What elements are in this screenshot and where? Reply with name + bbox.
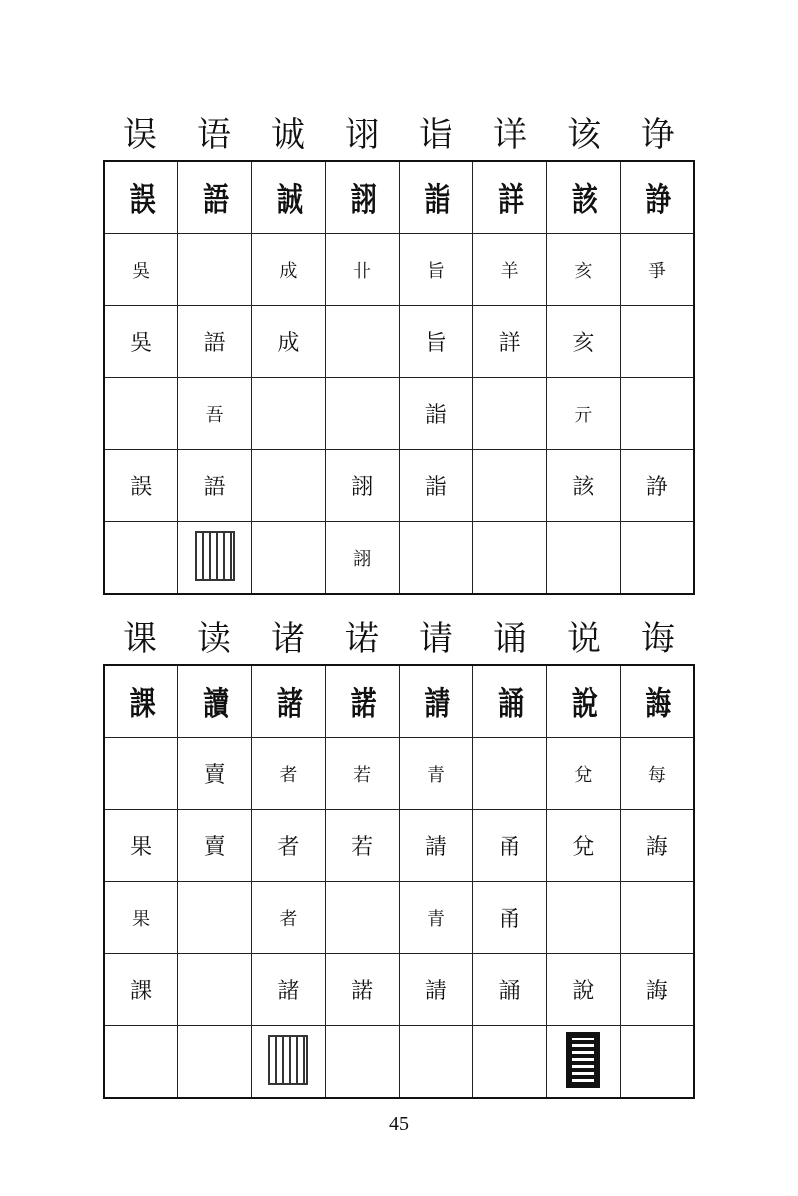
glyph-cell: [252, 234, 326, 306]
glyph-cell: [620, 954, 694, 1026]
glyph-cell: [325, 161, 399, 234]
glyph-cell: [473, 954, 547, 1026]
ancient-glyph: 誤: [129, 181, 153, 220]
glyph-cell: [104, 738, 178, 810]
glyph-cell: [473, 1026, 547, 1099]
glyph-row: [104, 882, 694, 954]
seal-stamp-image: [566, 1032, 600, 1088]
glyph-row: [104, 234, 694, 306]
ancient-glyph: 語: [203, 331, 226, 356]
glyph-cell: [252, 1026, 326, 1099]
ancient-glyph: 亓: [574, 404, 593, 426]
glyph-cell: [252, 810, 326, 882]
ancient-glyph: 者: [277, 835, 300, 860]
glyph-grid-2: [103, 664, 695, 1099]
glyph-row: [104, 306, 694, 378]
glyph-cell: [473, 522, 547, 595]
glyph-cell: [473, 306, 547, 378]
column-header: 诣: [419, 115, 453, 155]
ancient-glyph: 諍: [645, 181, 669, 220]
glyph-cell: [620, 882, 694, 954]
glyph-cell: [620, 378, 694, 450]
glyph-row: [104, 522, 694, 595]
ancient-glyph: 詣: [424, 181, 448, 220]
glyph-cell: [325, 738, 399, 810]
glyph-cell: [473, 378, 547, 450]
ancient-glyph: 詣: [424, 403, 447, 428]
glyph-row: [104, 161, 694, 234]
column-header: 说: [567, 619, 601, 659]
glyph-cell: [547, 954, 621, 1026]
glyph-cell: [473, 665, 547, 738]
ancient-glyph: 諸: [276, 685, 300, 724]
glyph-cell: [399, 882, 473, 954]
seal-glyph-image: [195, 531, 235, 581]
ancient-glyph: 甬: [498, 835, 521, 860]
glyph-cell: [325, 954, 399, 1026]
glyph-cell: [104, 882, 178, 954]
ancient-glyph: 青: [426, 764, 445, 786]
glyph-cell: [104, 450, 178, 522]
ancient-glyph: 誠: [276, 181, 300, 220]
ancient-glyph: 課: [130, 979, 153, 1004]
ancient-glyph: 亥: [572, 331, 595, 356]
ancient-glyph: 說: [571, 685, 595, 724]
glyph-cell: [104, 522, 178, 595]
ancient-glyph: 爭: [647, 260, 666, 282]
glyph-cell: [620, 450, 694, 522]
glyph-cell: [473, 161, 547, 234]
glyph-row: [104, 665, 694, 738]
glyph-cell: [178, 954, 252, 1026]
glyph-cell: [104, 306, 178, 378]
glyph-cell: [399, 810, 473, 882]
glyph-cell: [325, 810, 399, 882]
ancient-glyph: 者: [279, 908, 298, 930]
glyph-cell: [252, 882, 326, 954]
glyph-cell: [104, 378, 178, 450]
glyph-cell: [399, 665, 473, 738]
ancient-glyph: 誤: [130, 475, 153, 500]
glyph-cell: [252, 522, 326, 595]
column-header: 诩: [345, 115, 379, 155]
column-header: 诤: [641, 115, 675, 155]
ancient-glyph: 者: [279, 764, 298, 786]
ancient-glyph: 語: [203, 475, 226, 500]
glyph-row: [104, 738, 694, 810]
glyph-cell: [399, 378, 473, 450]
ancient-glyph: 誨: [645, 835, 668, 860]
glyph-cell: [547, 450, 621, 522]
glyph-cell: [104, 1026, 178, 1099]
glyph-cell: [178, 234, 252, 306]
column-header: 误: [123, 115, 157, 155]
glyph-cell: [178, 665, 252, 738]
glyph-cell: [252, 161, 326, 234]
ancient-glyph: 羊: [500, 260, 519, 282]
column-header: 诸: [271, 619, 305, 659]
glyph-cell: [252, 378, 326, 450]
ancient-glyph: 旨: [426, 260, 445, 282]
ancient-glyph: 吳: [130, 331, 153, 356]
character-table-1: [103, 112, 695, 595]
glyph-cell: [104, 234, 178, 306]
ancient-glyph: 兌: [572, 835, 595, 860]
glyph-cell: [399, 1026, 473, 1099]
column-header: 课: [123, 619, 157, 659]
ancient-glyph: 請: [424, 685, 448, 724]
ancient-glyph: 亥: [574, 260, 593, 282]
glyph-cell: [547, 1026, 621, 1099]
glyph-cell: [399, 522, 473, 595]
glyph-cell: [473, 738, 547, 810]
glyph-row: [104, 378, 694, 450]
ancient-glyph: 若: [353, 764, 372, 786]
glyph-cell: [252, 954, 326, 1026]
glyph-cell: [104, 161, 178, 234]
glyph-cell: [104, 665, 178, 738]
glyph-cell: [178, 522, 252, 595]
ancient-glyph: 詳: [498, 181, 522, 220]
glyph-cell: [104, 954, 178, 1026]
ancient-glyph: 請: [424, 979, 447, 1004]
column-header: 请: [419, 619, 453, 659]
glyph-cell: [547, 378, 621, 450]
glyph-cell: [399, 738, 473, 810]
glyph-cell: [620, 306, 694, 378]
glyph-cell: [620, 522, 694, 595]
glyph-cell: [547, 522, 621, 595]
glyph-cell: [178, 450, 252, 522]
ancient-glyph: 吳: [132, 260, 151, 282]
ancient-glyph: 每: [647, 764, 666, 786]
column-header: 该: [567, 115, 601, 155]
glyph-cell: [399, 161, 473, 234]
column-header: 诚: [271, 115, 305, 155]
glyph-cell: [178, 1026, 252, 1099]
ancient-glyph: 諍: [645, 475, 668, 500]
glyph-cell: [178, 378, 252, 450]
glyph-cell: [178, 882, 252, 954]
glyph-cell: [252, 450, 326, 522]
glyph-cell: [178, 161, 252, 234]
glyph-cell: [178, 738, 252, 810]
glyph-cell: [325, 450, 399, 522]
glyph-cell: [325, 522, 399, 595]
ancient-glyph: 諸: [277, 979, 300, 1004]
ancient-glyph: 詡: [351, 475, 374, 500]
ancient-glyph: 吾: [205, 404, 224, 426]
column-header: 诲: [641, 619, 675, 659]
glyph-cell: [547, 882, 621, 954]
column-header: 详: [493, 115, 527, 155]
ancient-glyph: 該: [572, 475, 595, 500]
glyph-cell: [473, 810, 547, 882]
ancient-glyph: 賣: [203, 835, 226, 860]
glyph-row: [104, 450, 694, 522]
ancient-glyph: 成: [279, 260, 298, 282]
ancient-glyph: 諾: [351, 979, 374, 1004]
glyph-cell: [325, 234, 399, 306]
glyph-cell: [399, 954, 473, 1026]
ancient-glyph: 該: [571, 181, 595, 220]
glyph-cell: [325, 665, 399, 738]
ancient-glyph: 果: [132, 908, 151, 930]
glyph-cell: [399, 234, 473, 306]
glyph-cell: [547, 234, 621, 306]
glyph-cell: [473, 882, 547, 954]
glyph-cell: [325, 1026, 399, 1099]
ancient-glyph: 詡: [350, 181, 374, 220]
ancient-glyph: 甬: [498, 907, 521, 932]
character-table-2: [103, 616, 695, 1099]
header-row-2: [103, 616, 695, 664]
ancient-glyph: 語: [203, 181, 227, 220]
glyph-row: [104, 1026, 694, 1099]
column-header: 诺: [345, 619, 379, 659]
glyph-cell: [620, 738, 694, 810]
column-header: 语: [197, 115, 231, 155]
glyph-cell: [547, 738, 621, 810]
glyph-cell: [473, 234, 547, 306]
ancient-glyph: 說: [572, 979, 595, 1004]
glyph-cell: [547, 665, 621, 738]
ancient-glyph: 旨: [424, 331, 447, 356]
ancient-glyph: 諾: [350, 685, 374, 724]
ancient-glyph: 卝: [353, 260, 372, 282]
ancient-glyph: 誦: [498, 979, 521, 1004]
glyph-cell: [473, 450, 547, 522]
glyph-grid-1: [103, 160, 695, 595]
glyph-cell: [178, 810, 252, 882]
glyph-cell: [620, 234, 694, 306]
ancient-glyph: 讀: [203, 685, 227, 724]
ancient-glyph: 兌: [574, 764, 593, 786]
ancient-glyph: 詡: [353, 548, 372, 570]
glyph-cell: [325, 882, 399, 954]
ancient-glyph: 成: [277, 331, 300, 356]
glyph-cell: [104, 810, 178, 882]
glyph-cell: [399, 306, 473, 378]
glyph-cell: [547, 161, 621, 234]
glyph-cell: [252, 738, 326, 810]
header-row-1: [103, 112, 695, 160]
glyph-cell: [620, 665, 694, 738]
glyph-cell: [620, 810, 694, 882]
ancient-glyph: 請: [424, 835, 447, 860]
glyph-cell: [547, 810, 621, 882]
glyph-cell: [252, 306, 326, 378]
ancient-glyph: 果: [130, 835, 153, 860]
glyph-cell: [252, 665, 326, 738]
glyph-cell: [547, 306, 621, 378]
glyph-cell: [620, 1026, 694, 1099]
glyph-cell: [178, 306, 252, 378]
ancient-glyph: 課: [129, 685, 153, 724]
ancient-glyph: 誦: [498, 685, 522, 724]
ancient-glyph: 詣: [424, 475, 447, 500]
ancient-glyph: 若: [351, 835, 374, 860]
glyph-cell: [325, 306, 399, 378]
seal-glyph-image: [268, 1035, 308, 1085]
ancient-glyph: 誨: [645, 685, 669, 724]
column-header: 读: [197, 619, 231, 659]
ancient-glyph: 賣: [203, 763, 226, 788]
glyph-cell: [325, 378, 399, 450]
page-number: 45: [389, 1113, 409, 1135]
column-header: 诵: [493, 619, 527, 659]
glyph-row: [104, 810, 694, 882]
ancient-glyph: 詳: [498, 331, 521, 356]
ancient-glyph: 誨: [645, 979, 668, 1004]
glyph-cell: [399, 450, 473, 522]
glyph-row: [104, 954, 694, 1026]
glyph-cell: [620, 161, 694, 234]
ancient-glyph: 青: [426, 908, 445, 930]
